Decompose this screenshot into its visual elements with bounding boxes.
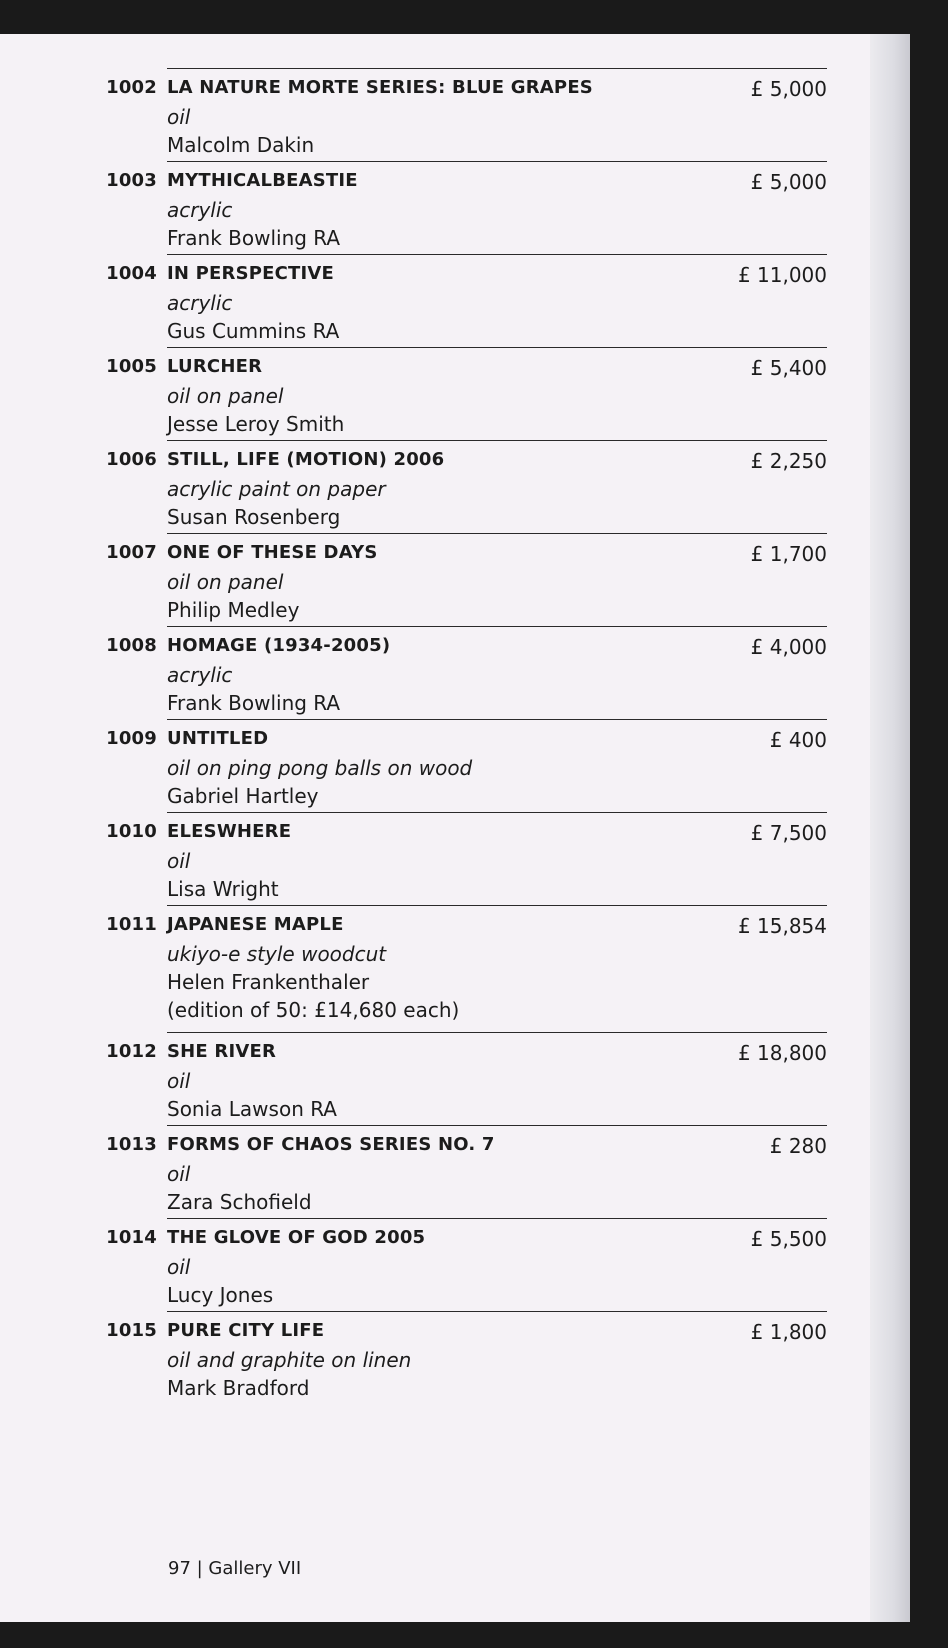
entry-artist: Jesse Leroy Smith — [167, 412, 345, 436]
catalogue-entry — [106, 161, 827, 254]
entry-artist: Helen Frankenthaler — [167, 970, 370, 994]
entry-number: 1014 — [106, 1227, 157, 1248]
entry-price: £ 15,854 — [737, 914, 827, 938]
entry-number: 1010 — [106, 821, 157, 842]
entry-number: 1008 — [106, 635, 157, 656]
entry-price: £ 4,000 — [750, 635, 827, 659]
entry-title: ONE OF THESE DAYS — [167, 542, 378, 563]
entry-price: £ 280 — [769, 1134, 827, 1158]
entry-artist: Lucy Jones — [167, 1283, 274, 1307]
entry-number: 1011 — [106, 914, 157, 935]
catalogue-entry — [106, 68, 827, 161]
entry-title: IN PERSPECTIVE — [167, 263, 335, 284]
entry-number: 1012 — [106, 1041, 157, 1062]
entry-medium: oil — [167, 1069, 191, 1093]
entry-artist: Frank Bowling RA — [167, 691, 341, 715]
entry-medium: acrylic paint on paper — [167, 477, 386, 501]
entry-number: 1003 — [106, 170, 157, 191]
entry-edition-note: (edition of 50: £14,680 each) — [167, 998, 460, 1022]
entry-number: 1005 — [106, 356, 157, 377]
entry-medium: oil — [167, 1255, 191, 1279]
catalogue-entry — [106, 440, 827, 533]
catalogue-entry — [106, 905, 827, 1032]
entry-artist: Philip Medley — [167, 598, 300, 622]
catalogue-entry — [106, 254, 827, 347]
entry-title: ELESWHERE — [167, 821, 292, 842]
entry-artist: Malcolm Dakin — [167, 133, 315, 157]
entry-artist: Lisa Wright — [167, 877, 279, 901]
entry-price: £ 5,000 — [750, 170, 827, 194]
entry-title: UNTITLED — [167, 728, 269, 749]
entry-artist: Zara Schofield — [167, 1190, 312, 1214]
entry-title: JAPANESE MAPLE — [167, 914, 344, 935]
entry-medium: oil on ping pong balls on wood — [167, 756, 473, 780]
entry-title: STILL, LIFE (MOTION) 2006 — [167, 449, 445, 470]
entry-price: £ 2,250 — [750, 449, 827, 473]
entry-artist: Sonia Lawson RA — [167, 1097, 337, 1121]
entry-number: 1009 — [106, 728, 157, 749]
entry-title: SHE RIVER — [167, 1041, 277, 1062]
entry-title: HOMAGE (1934-2005) — [167, 635, 391, 656]
entry-title: THE GLOVE OF GOD 2005 — [167, 1227, 426, 1248]
entry-artist: Frank Bowling RA — [167, 226, 341, 250]
entry-artist: Gus Cummins RA — [167, 319, 340, 343]
entry-medium: acrylic — [167, 663, 233, 687]
catalogue-entry — [106, 626, 827, 719]
entry-number: 1015 — [106, 1320, 157, 1341]
entry-artist: Gabriel Hartley — [167, 784, 319, 808]
entry-price: £ 5,400 — [750, 356, 827, 380]
entry-artist: Mark Bradford — [167, 1376, 310, 1400]
entry-price: £ 11,000 — [737, 263, 827, 287]
entry-number: 1006 — [106, 449, 157, 470]
entry-title: LA NATURE MORTE SERIES: BLUE GRAPES — [167, 77, 593, 98]
catalogue-list — [0, 68, 908, 1404]
entry-medium: oil — [167, 849, 191, 873]
entry-number: 1004 — [106, 263, 157, 284]
catalogue-entry — [106, 1125, 827, 1218]
entry-price: £ 5,000 — [750, 77, 827, 101]
entry-number: 1013 — [106, 1134, 157, 1155]
entry-medium: acrylic — [167, 291, 233, 315]
entry-medium: oil — [167, 1162, 191, 1186]
catalogue-entry — [106, 347, 827, 440]
entry-price: £ 1,700 — [750, 542, 827, 566]
entry-medium: oil on panel — [167, 384, 284, 408]
page-footer: 97 | Gallery VII — [168, 1558, 302, 1579]
entry-price: £ 7,500 — [750, 821, 827, 845]
entry-medium: oil on panel — [167, 570, 284, 594]
entry-title: LURCHER — [167, 356, 263, 377]
catalogue-entry — [106, 812, 827, 905]
catalogue-entry — [106, 1311, 827, 1404]
entry-title: MYTHICALBEASTIE — [167, 170, 358, 191]
catalogue-entry — [106, 719, 827, 812]
entry-medium: acrylic — [167, 198, 233, 222]
catalogue-entry — [106, 533, 827, 626]
entry-price: £ 1,800 — [750, 1320, 827, 1344]
catalogue-entry — [106, 1218, 827, 1311]
entry-price: £ 5,500 — [750, 1227, 827, 1251]
entry-medium: oil — [167, 105, 191, 129]
entry-title: FORMS OF CHAOS SERIES NO. 7 — [167, 1134, 495, 1155]
entry-price: £ 18,800 — [737, 1041, 827, 1065]
entry-price: £ 400 — [769, 728, 827, 752]
entry-medium: ukiyo-e style woodcut — [167, 942, 387, 966]
catalogue-entry — [106, 1032, 827, 1125]
entry-title: PURE CITY LIFE — [167, 1320, 325, 1341]
entry-artist: Susan Rosenberg — [167, 505, 341, 529]
entry-medium: oil and graphite on linen — [167, 1348, 412, 1372]
entry-number: 1007 — [106, 542, 157, 563]
entry-number: 1002 — [106, 77, 157, 98]
